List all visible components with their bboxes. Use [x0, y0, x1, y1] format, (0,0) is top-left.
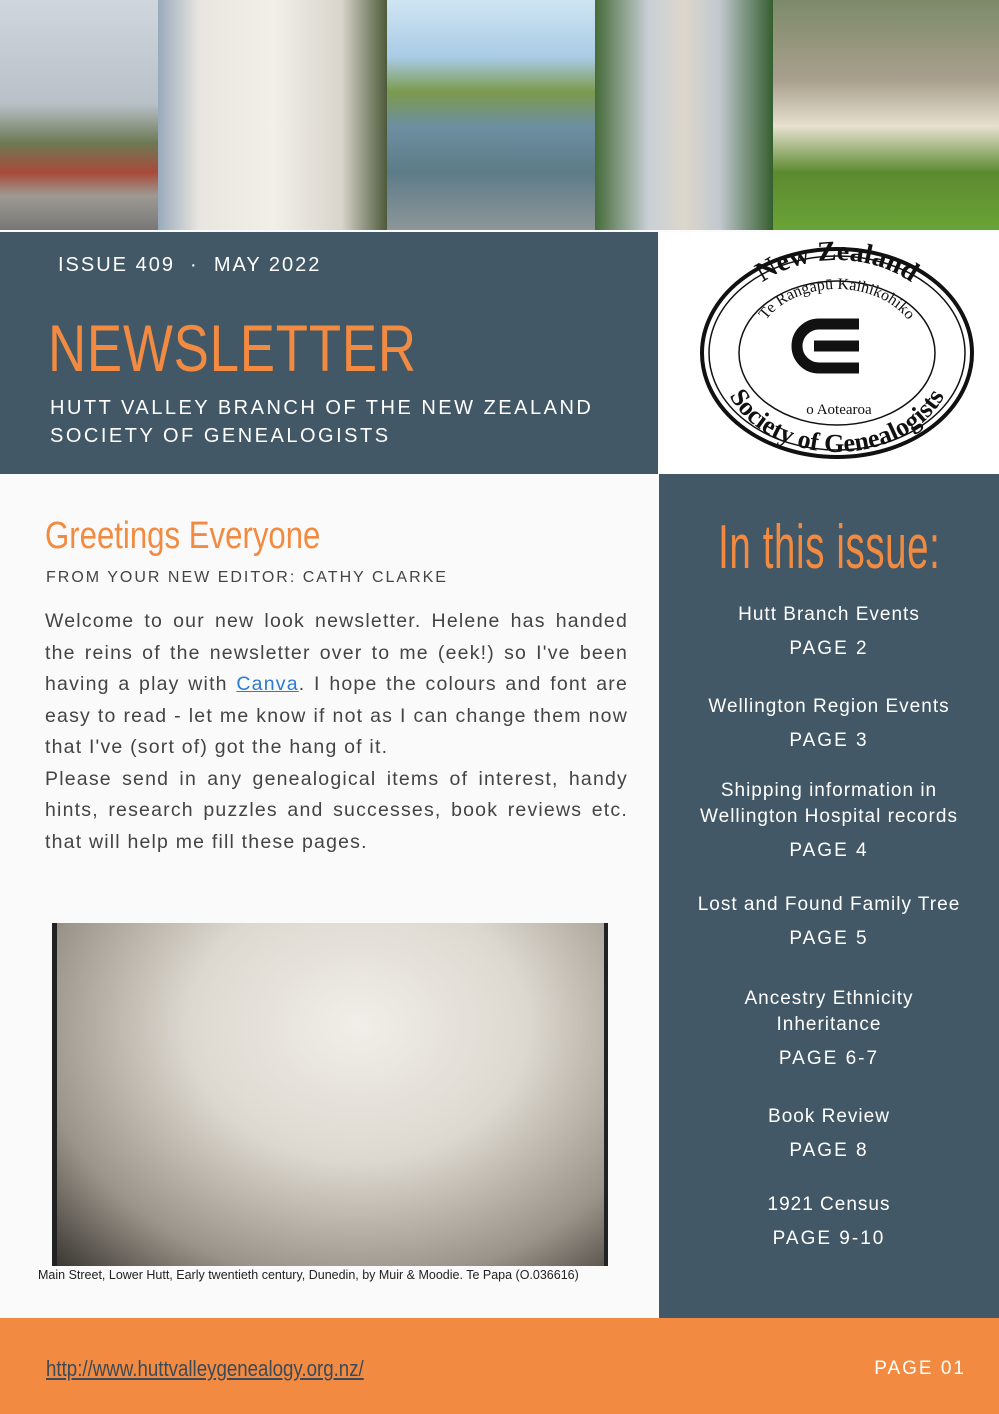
intro-text [45, 606, 628, 858]
footer [0, 1318, 999, 1414]
contents-item[interactable] [659, 892, 999, 952]
logo-lower-text: o Aotearoa [806, 402, 872, 418]
photo-memorial-building [158, 0, 387, 230]
issue-date: ISSUE 409 · MAY 2022 [58, 254, 322, 276]
contents-item-title: Wellington Region Events [708, 696, 950, 717]
main-street-photo [52, 923, 608, 1266]
contents-item-title: Ancestry Ethnicity Inheritance [744, 988, 914, 1035]
photo-caption: Main Street, Lower Hutt, Early twentieth century, Dunedin, by Muir & Moodie. Te Papa (O.036616) [38, 1268, 579, 1282]
main-content [0, 474, 658, 1318]
contents-item-title: Shipping information in Wellington Hospital records [700, 780, 958, 827]
page-number: PAGE 01 [874, 1358, 966, 1379]
contents-item-title: Hutt Branch Events [738, 604, 920, 625]
logo-bottom-text: Society of Genealogists [724, 383, 950, 459]
header-photo-strip [0, 0, 999, 230]
contents-item[interactable] [659, 986, 999, 1072]
branch-subtitle: HUTT VALLEY BRANCH OF THE NEW ZEALAND SOCIETY OF GENEALOGISTS [50, 397, 594, 447]
photo-monument [595, 0, 773, 230]
photo-river-bridge [387, 0, 595, 230]
contents-item-page: PAGE 3 [789, 730, 869, 751]
nzsg-logo [659, 232, 999, 474]
contents-item[interactable] [659, 694, 999, 754]
para1-text-end: . I hope the colours and font are easy to read - let me know if not as I can change them now that I've (sort of) got the hang of it. [45, 673, 628, 758]
contents-item[interactable] [659, 602, 999, 662]
greeting-heading: Greetings Everyone [45, 515, 321, 557]
contents-item-page: PAGE 5 [789, 928, 869, 949]
logo-emblem-icon [797, 324, 859, 368]
logo-inner-text: Te Rangapū Kaihikohiko [755, 275, 919, 323]
editor-byline: FROM YOUR NEW EDITOR: CATHY CLARKE [46, 569, 448, 586]
photo-cottage [773, 0, 999, 230]
title-band [0, 232, 658, 474]
contents-item-page: PAGE 4 [789, 840, 869, 861]
contents-item-title: Book Review [768, 1106, 890, 1127]
contents-item-page: PAGE 9-10 [772, 1228, 886, 1249]
contents-item-title: 1921 Census [767, 1194, 891, 1215]
website-link[interactable]: http://www.huttvalleygenealogy.org.nz/ [46, 1356, 364, 1381]
photo-sculpture [0, 0, 158, 230]
logo-top-text: New Zealand [750, 235, 925, 289]
svg-text:Te Rangapū Kaihikohiko [756, 276, 918, 323]
contents-item-title: Lost and Found Family Tree [697, 894, 961, 915]
para1-text: Welcome to our new look newsletter. Helene has handed the reins of the newsletter over to me (eek!) so I've been having a play with [45, 610, 628, 695]
contents-item[interactable] [659, 1104, 999, 1164]
newsletter-title: NEWSLETTER [48, 311, 417, 385]
contents-item-page: PAGE 8 [789, 1140, 869, 1161]
contents-item-page: PAGE 6-7 [778, 1048, 880, 1069]
canva-link[interactable]: Canva [236, 673, 299, 695]
contents-item[interactable] [659, 778, 999, 864]
contents-heading: In this issue: [717, 513, 941, 582]
contents-item[interactable] [659, 1192, 999, 1252]
contents-sidebar [659, 474, 999, 1318]
contents-item-page: PAGE 2 [789, 638, 869, 659]
para2-text: Please send in any genealogical items of interest, handy hints, research puzzles and successes, book reviews etc. that will help me fill these pages. [45, 767, 628, 853]
